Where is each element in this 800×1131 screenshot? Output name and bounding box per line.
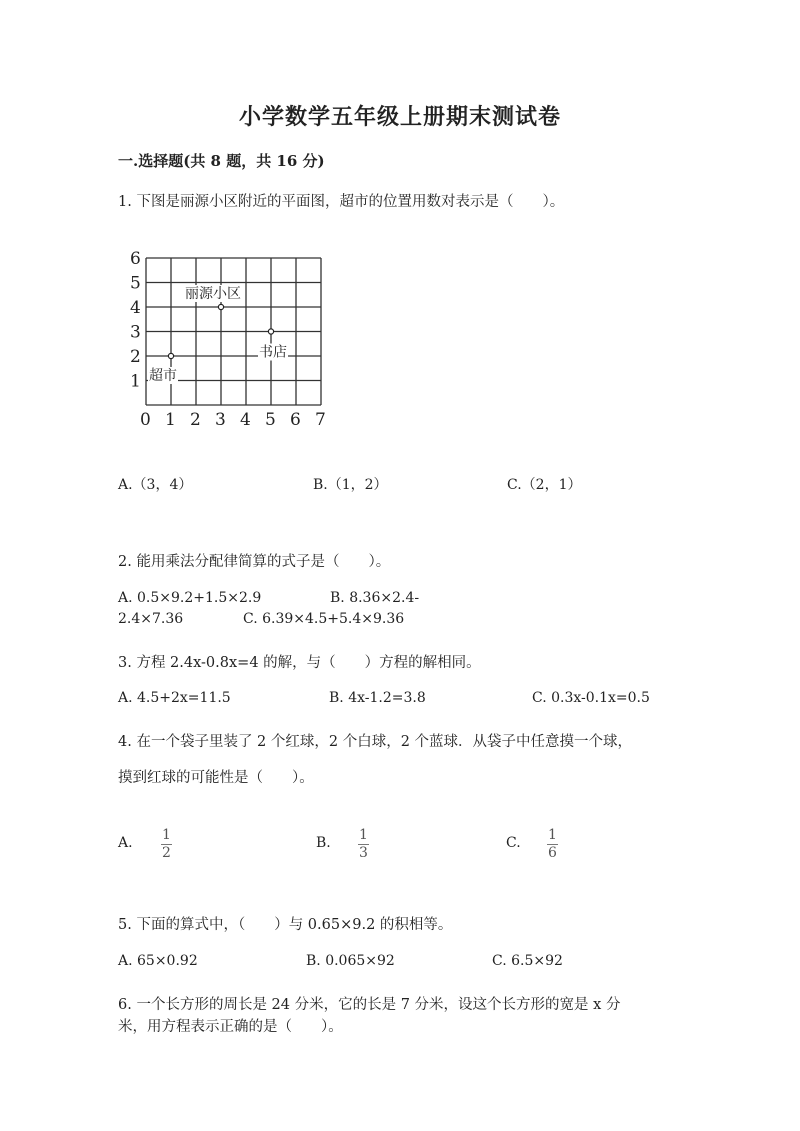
place-label: 书店: [259, 344, 287, 361]
place-label: 超市: [149, 368, 177, 384]
x-tick-label: 0: [140, 410, 151, 430]
question-2-option-b[interactable]: B. 8.36×2.4-: [330, 590, 420, 606]
question-3-option-b[interactable]: B. 4x-1.2=3.8: [329, 690, 426, 706]
section-heading: 一.选择题(共 8 题，共 16 分): [118, 152, 325, 170]
x-axis-labels: [140, 410, 326, 430]
question-5-option-a[interactable]: A. 65×0.92: [118, 953, 198, 969]
coordinate-grid-figure: [126, 240, 336, 430]
question-4-option-a-label[interactable]: A.: [118, 835, 133, 851]
fraction-denominator: 6: [548, 845, 557, 861]
y-tick-label: 5: [130, 273, 141, 294]
x-tick-label: 5: [265, 410, 276, 430]
x-tick-label: 7: [315, 410, 326, 430]
question-6-stem-line-2: 米，用方程表示正确的是（ ）。: [118, 1019, 343, 1035]
question-4-stem-line-2: 摸到红球的可能性是（ ）。: [118, 770, 314, 786]
y-tick-label: 3: [130, 322, 141, 343]
fraction-denominator: 3: [359, 845, 368, 861]
place-point: [268, 329, 273, 334]
place-point: [168, 353, 173, 358]
question-4-option-c-label[interactable]: C.: [506, 835, 521, 851]
question-5-stem: 5. 下面的算式中，（ ）与 0.65×9.2 的积相等。: [118, 917, 453, 933]
question-4-option-a-fraction[interactable]: [161, 828, 172, 861]
question-5-option-b[interactable]: B. 0.065×92: [306, 953, 395, 969]
question-1-option-b[interactable]: B.（1，2）: [313, 477, 388, 493]
y-tick-label: 2: [130, 347, 141, 367]
y-tick-label: 1: [130, 371, 141, 392]
x-tick-label: 6: [290, 410, 301, 430]
question-1-option-c[interactable]: C.（2，1）: [507, 477, 582, 493]
question-1-stem: 1. 下图是丽源小区附近的平面图，超市的位置用数对表示是（ ）。: [118, 194, 565, 210]
question-5-option-c[interactable]: C. 6.5×92: [492, 953, 563, 969]
question-2-option-c[interactable]: C. 6.39×4.5+5.4×9.36: [243, 611, 405, 627]
question-4-option-b-fraction[interactable]: [358, 828, 369, 861]
place-label: 丽源小区: [185, 286, 241, 302]
question-1-option-a[interactable]: A.（3，4）: [118, 477, 193, 493]
fraction-numerator: 1: [359, 827, 368, 843]
question-2-option-a[interactable]: A. 0.5×9.2+1.5×2.9: [118, 590, 262, 606]
x-tick-label: 4: [240, 410, 251, 430]
question-4-option-c-fraction[interactable]: [547, 828, 558, 861]
question-4-stem-line-1: 4. 在一个袋子里装了 2 个红球，2 个白球，2 个蓝球．从袋子中任意摸一个球，: [118, 734, 633, 750]
question-3-option-a[interactable]: A. 4.5+2x=11.5: [118, 690, 231, 706]
question-2-option-b-continued[interactable]: 2.4×7.36: [118, 611, 184, 627]
fraction-numerator: 1: [162, 827, 171, 843]
fraction-numerator: 1: [548, 827, 557, 843]
question-3-option-c[interactable]: C. 0.3x-0.1x=0.5: [532, 690, 650, 706]
x-tick-label: 3: [215, 410, 226, 430]
x-tick-label: 1: [165, 410, 176, 430]
question-3-stem: 3. 方程 2.4x-0.8x=4 的解，与（ ）方程的解相同。: [118, 655, 481, 671]
question-6-stem-line-1: 6. 一个长方形的周长是 24 分米，它的长是 7 分米，设这个长方形的宽是 x 分: [118, 997, 621, 1013]
page-title: 小学数学五年级上册期末测试卷: [238, 104, 561, 130]
y-axis-labels: [130, 249, 141, 392]
x-tick-label: 2: [190, 410, 201, 430]
y-tick-label: 4: [130, 298, 141, 318]
fraction-denominator: 2: [162, 845, 171, 861]
question-4-option-b-label[interactable]: B.: [316, 835, 331, 851]
places: [148, 285, 288, 384]
question-2-stem: 2. 能用乘法分配律简算的式子是（ ）。: [118, 554, 391, 570]
y-tick-label: 6: [130, 249, 141, 269]
place-point: [218, 304, 223, 309]
